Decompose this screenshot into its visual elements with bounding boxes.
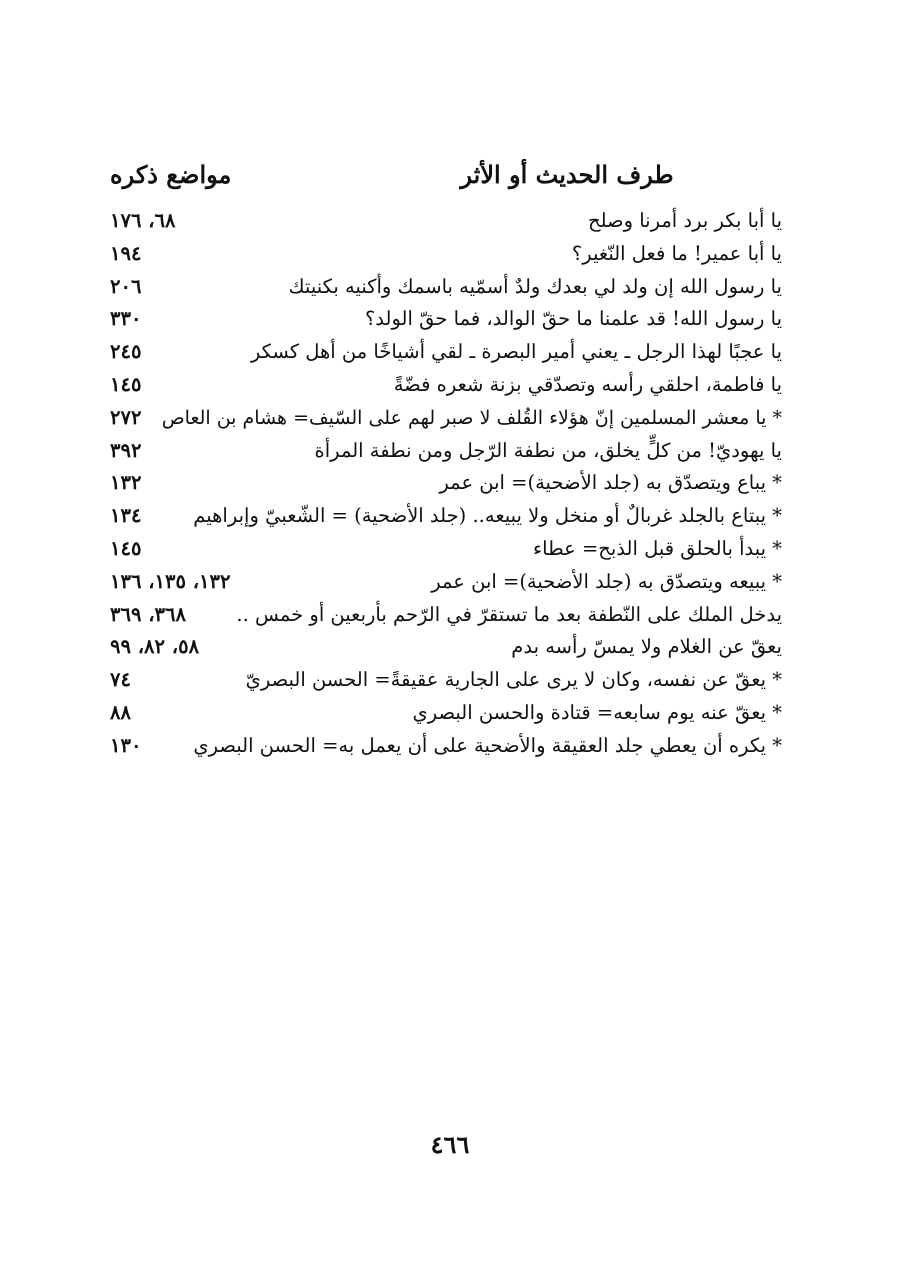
index-entry bbox=[110, 696, 782, 729]
entry-text: * يعقّ عنه يوم سابعه= قتادة والحسن البصري bbox=[412, 700, 782, 724]
index-list bbox=[110, 204, 782, 762]
index-entry bbox=[110, 729, 782, 762]
entry-text: يا رسول الله! قد علمنا ما حقّ الوالد، فما حقّ الولد؟ bbox=[364, 307, 782, 331]
entry-page-refs: ١٩٤ bbox=[110, 241, 142, 265]
entry-text: يا أبا عمير! ما فعل النّغير؟ bbox=[571, 241, 782, 265]
entry-page-refs: ٣٩٢ bbox=[110, 438, 142, 462]
index-entry bbox=[110, 466, 782, 499]
entry-page-refs: ١٤٥ bbox=[110, 536, 142, 560]
column-header-entry: طرف الحديث أو الأثر bbox=[460, 160, 674, 189]
entry-page-refs: ٣٣٠ bbox=[110, 307, 142, 331]
entry-text: * يبتاع بالجلد غربالٌ أو منخل ولا يبيعه.. (جلد الأضحية) = الشّعبيّ وإبراهيم bbox=[193, 504, 782, 528]
index-entry bbox=[110, 335, 782, 368]
entry-page-refs: ١٣٠ bbox=[110, 733, 142, 757]
entry-page-refs: ١٤٥ bbox=[110, 372, 142, 396]
entry-text: يا أبا بكر برد أمرنا وصلح bbox=[588, 209, 782, 232]
entry-page-refs: ٢٠٦ bbox=[110, 274, 142, 298]
index-entry bbox=[110, 630, 782, 663]
index-entry bbox=[110, 302, 782, 335]
entry-text: يعقّ عن الغلام ولا يمسّ رأسه بدم bbox=[511, 635, 782, 659]
index-header bbox=[110, 160, 782, 200]
entry-page-refs: ١٣٢، ١٣٥، ١٣٦ bbox=[110, 569, 231, 593]
entry-text: * يباع ويتصدّق به (جلد الأضحية)= ابن عمر bbox=[439, 471, 782, 495]
index-entry bbox=[110, 532, 782, 565]
index-entry bbox=[110, 663, 782, 696]
entry-page-refs: ٧٤ bbox=[110, 668, 131, 692]
entry-text: * يعقّ عن نفسه، وكان لا يرى على الجارية عقيقةً= الحسن البصريّ bbox=[245, 668, 782, 692]
index-entry bbox=[110, 401, 782, 434]
page-number: ٤٦٦ bbox=[430, 1130, 470, 1159]
index-entry bbox=[110, 434, 782, 467]
index-entry bbox=[110, 598, 782, 631]
column-header-locations: مواضع ذكره bbox=[110, 160, 232, 189]
entry-text: * يبيعه ويتصدّق به (جلد الأضحية)= ابن عمر bbox=[431, 569, 782, 593]
entry-page-refs: ٢٧٢ bbox=[110, 405, 142, 429]
entry-page-refs: ٦٨، ١٧٦ bbox=[110, 209, 176, 232]
entry-text: * يبدأ بالحلق قبل الذبح= عطاء bbox=[533, 536, 782, 560]
entry-text: يا رسول الله إن ولد لي بعدك ولدٌ أسمّيه باسمك وأكنيه بكنيتك bbox=[288, 274, 782, 298]
entry-page-refs: ١٣٤ bbox=[110, 504, 142, 528]
entry-text: * يا معشر المسلمين إنّ هؤلاء القُلف لا صبر لهم على السّيف= هشام بن العاص bbox=[161, 406, 782, 429]
entry-text: * يكره أن يعطي جلد العقيقة والأضحية على أن يعمل به= الحسن البصري bbox=[193, 733, 782, 757]
index-entry bbox=[110, 368, 782, 401]
entry-text: يا يهوديّ! من كلٍّ يخلق، من نطفة الرّجل ومن نطفة المرأة bbox=[314, 438, 782, 462]
entry-text: يا عجبًا لهذا الرجل ـ يعني أمير البصرة ـ لقي أشياخًا من أهل كسكر bbox=[250, 340, 782, 364]
index-entry bbox=[110, 237, 782, 270]
index-entry bbox=[110, 565, 782, 598]
index-entry bbox=[110, 499, 782, 532]
entry-page-refs: ٥٨، ٨٢، ٩٩ bbox=[110, 635, 200, 659]
entry-page-refs: ٢٤٥ bbox=[110, 340, 142, 364]
entry-page-refs: ٣٦٨، ٣٦٩ bbox=[110, 602, 186, 626]
entry-page-refs: ٨٨ bbox=[110, 700, 131, 724]
entry-text: يا فاطمة، احلقي رأسه وتصدّقي بزنة شعره فضّةً bbox=[393, 372, 782, 396]
index-entry bbox=[110, 270, 782, 303]
entry-text: يدخل الملك على النّطفة بعد ما تستقرّ في الرّحم بأربعين أو خمس .. bbox=[236, 602, 782, 626]
index-entry bbox=[110, 204, 782, 237]
entry-page-refs: ١٣٢ bbox=[110, 471, 142, 495]
